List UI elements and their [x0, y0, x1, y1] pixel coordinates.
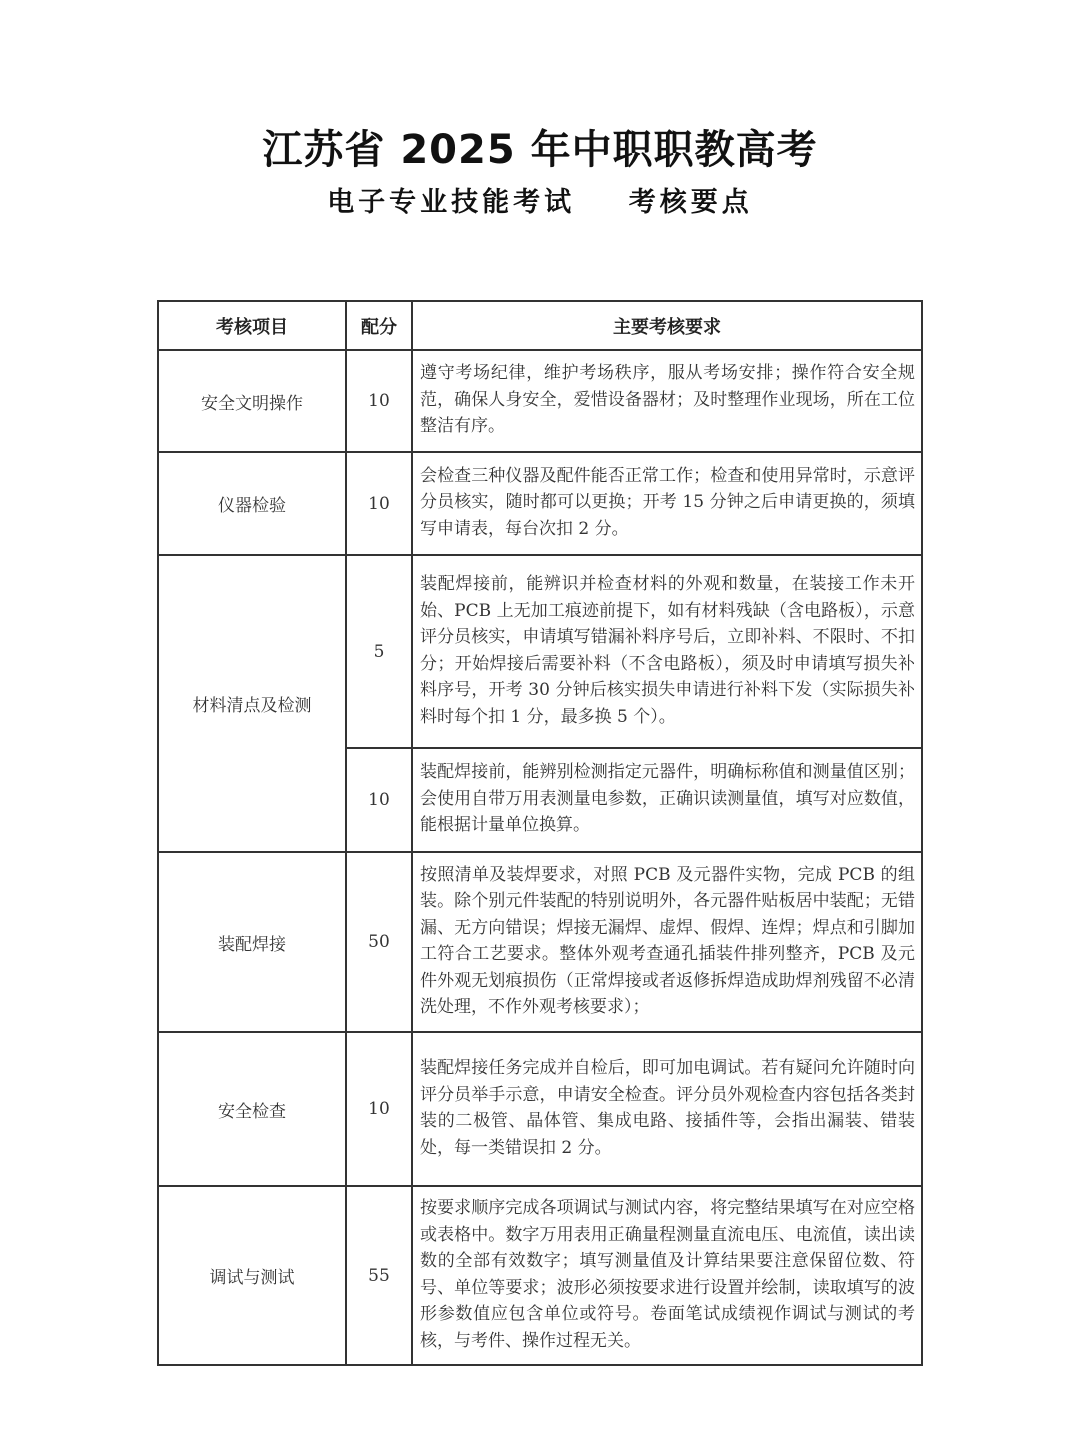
row-requirement: 按要求顺序完成各项调试与测试内容，将完整结果填写在对应空格或表格中。数字万用表用正确量程测量直流电压、电流值，读出读数的全部有效数字；填写测量值及计算结果要注意保留位数、符号、单位等要求；波形必须按要求进行设置并绘制，读取填写的波形参数值应包含单位或符号。卷面笔试成绩视作调试与测试的考核，与考件、操作过程无关。 [412, 1186, 922, 1365]
row-score: 5 [346, 555, 412, 748]
header-item: 考核项目 [158, 301, 346, 350]
row-requirement: 装配焊接前，能辨别检测指定元器件，明确标称值和测量值区别；会使用自带万用表测量电参数，正确识读测量值，填写对应数值，能根据计量单位换算。 [412, 748, 922, 852]
document-subtitle: 电子专业技能考试 考核要点 [327, 187, 753, 218]
document-title: 江苏省 2025 年中职职教高考 [262, 127, 818, 173]
table-row [158, 350, 922, 452]
table-row [158, 555, 922, 748]
header-score: 配分 [346, 301, 412, 350]
row-score: 55 [346, 1186, 412, 1365]
row-requirement: 会检查三种仪器及配件能否正常工作；检查和使用异常时，示意评分员核实，随时都可以更换；开考 15 分钟之后申请更换的，须填写申请表，每台次扣 2 分。 [412, 452, 922, 555]
row-score: 10 [346, 452, 412, 555]
table-row [158, 452, 922, 555]
row-item: 材料清点及检测 [158, 555, 346, 852]
table-row [158, 1186, 922, 1365]
row-score: 50 [346, 852, 412, 1032]
row-requirement: 按照清单及装焊要求，对照 PCB 及元器件实物，完成 PCB 的组装。除个别元件装配的特别说明外，各元器件贴板居中装配；无错漏、无方向错误；焊接无漏焊、虚焊、假焊、连焊；焊点和引脚加工符合工艺要求。整体外观考查通孔插装件排列整齐，PCB 及元件外观无划痕损伤（正常焊接或者返修拆焊造成助焊剂残留不必清洗处理，不作外观考核要求）； [412, 852, 922, 1032]
row-item: 安全文明操作 [158, 350, 346, 452]
row-item: 装配焊接 [158, 852, 346, 1032]
table-row [158, 1032, 922, 1186]
row-requirement: 装配焊接前，能辨识并检查材料的外观和数量，在装接工作未开始、PCB 上无加工痕迹前提下，如有材料残缺（含电路板），示意评分员核实，申请填写错漏补料序号后，立即补料、不限时、不扣分；开始焊接后需要补料（不含电路板），须及时申请填写损失补料序号，开考 30 分钟后核实损失申请进行补料下发（实际损失补料时每个扣 1 分，最多换 5 个）。 [412, 555, 922, 748]
row-requirement: 装配焊接任务完成并自检后，即可加电调试。若有疑问允许随时向评分员举手示意，申请安全检查。评分员外观检查内容包括各类封装的二极管、晶体管、集成电路、接插件等，会指出漏装、错装处，每一类错误扣 2 分。 [412, 1032, 922, 1186]
row-item: 调试与测试 [158, 1186, 346, 1365]
table-header-row [158, 301, 922, 350]
row-requirement: 遵守考场纪律，维护考场秩序，服从考场安排；操作符合安全规范，确保人身安全，爱惜设备器材；及时整理作业现场，所在工位整洁有序。 [412, 350, 922, 452]
requirements-table [157, 300, 923, 1366]
row-score: 10 [346, 748, 412, 852]
table-row [158, 852, 922, 1032]
row-score: 10 [346, 350, 412, 452]
row-score: 10 [346, 1032, 412, 1186]
row-item: 仪器检验 [158, 452, 346, 555]
header-requirement: 主要考核要求 [412, 301, 922, 350]
row-item: 安全检查 [158, 1032, 346, 1186]
